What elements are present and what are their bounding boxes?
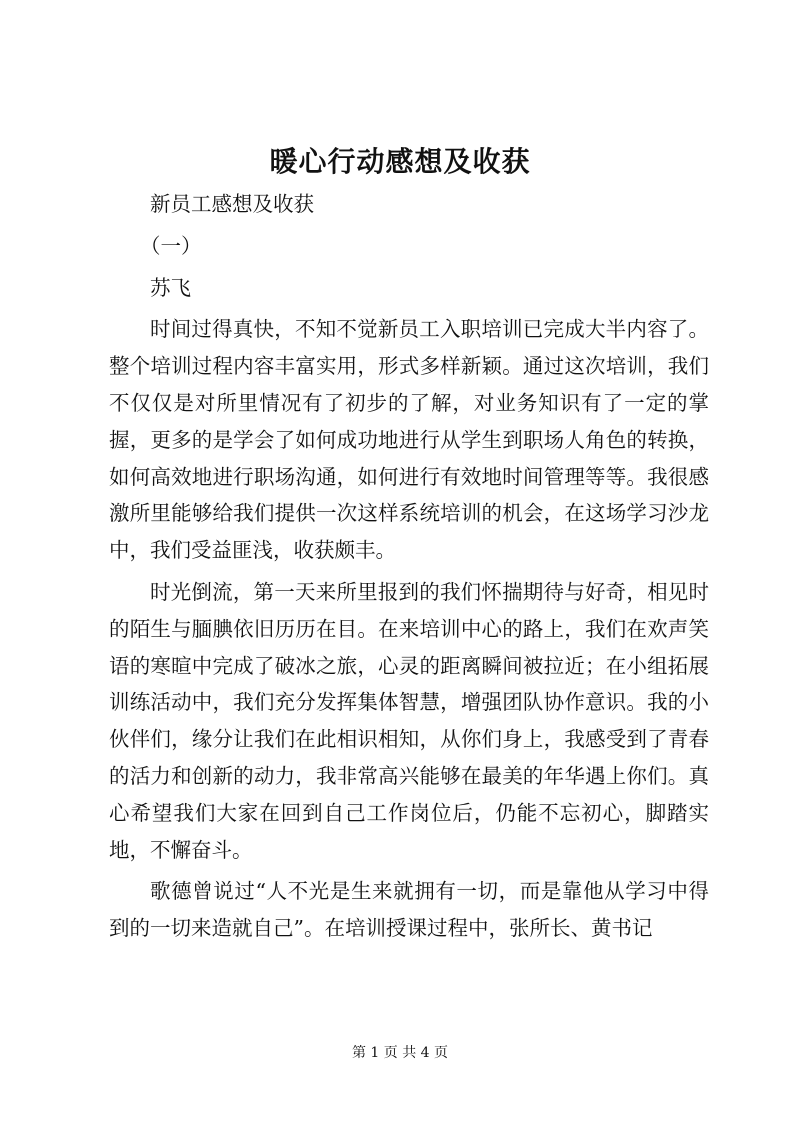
document-body [109,186,709,947]
page-footer: 第 1 页 共 4 页 [351,1045,449,1061]
paragraph-1: 时间过得真快，不知不觉新员工入职培训已完成大半内容了。整个培训过程内容丰富实用，形式多样新颖。通过这次培训，我们不仅仅是对所里情况有了初步的了解，对业务知识有了一定的掌握，更多的是学会了如何成功地进行从学生到职场人角色的转换，如何高效地进行职场沟通，如何进行有效地时间管理等等。我很感激所里能够给我们提供一次这样系统培训的机会，在这场学习沙龙中，我们受益匪浅，收获颇丰。 [109,317,709,563]
author-name: 苏飞 [150,275,191,300]
paragraph-3: 歌德曾说过“人不光是生来就拥有一切，而是靠他从学习中得到的一切来造就自己”。在培训授课过程中，张所长、黄书记 [109,879,709,941]
section-label: （一） [140,233,202,258]
paragraph-2: 时光倒流，第一天来所里报到的我们怀揣期待与好奇，相见时的陌生与腼腆依旧历历在目。在来培训中心的路上，我们在欢声笑语的寒暄中完成了破冰之旅，心灵的距离瞬间被拉近；在小组拓展训练活动中，我们充分发挥集体智慧，增强团队协作意识。我的小伙伴们，缘分让我们在此相识相知，从你们身上，我感受到了青春的活力和创新的动力，我非常高兴能够在最美的年华遇上你们。真心希望我们大家在回到自己工作岗位后，仍能不忘初心，脚踏实地，不懈奋斗。 [109,579,709,862]
document-title: 暖心行动感想及收获 [269,145,531,178]
subtitle: 新员工感想及收获 [150,192,314,216]
